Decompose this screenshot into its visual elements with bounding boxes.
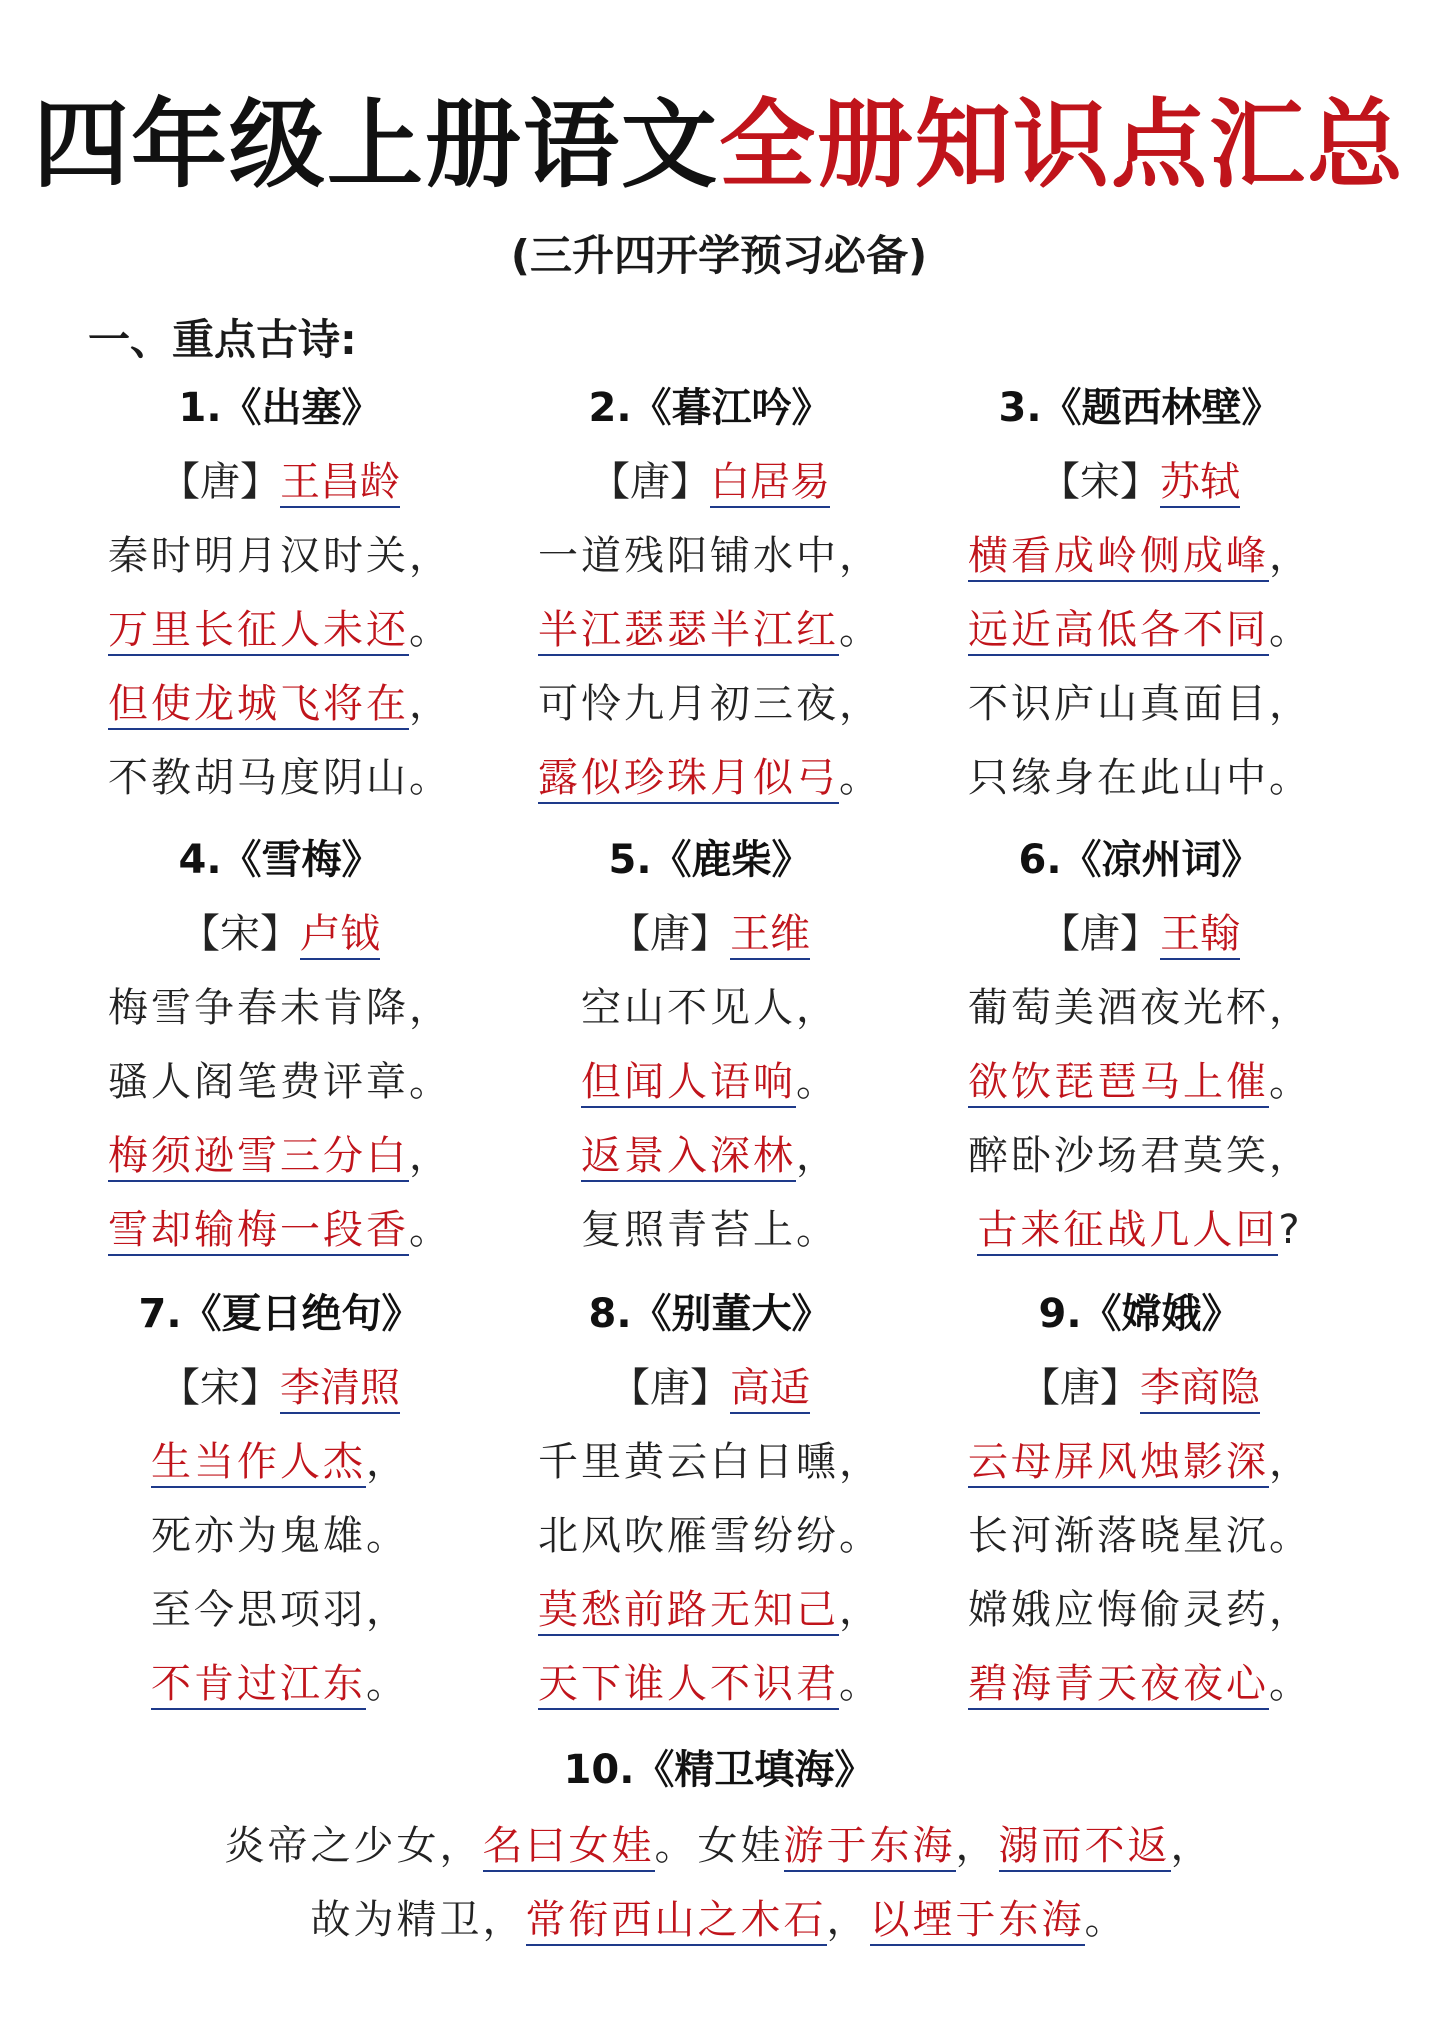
verse-text: 可怜九月初三夜	[538, 681, 839, 727]
highlighted-verse: 但使龙城飞将在	[108, 681, 409, 730]
poem-line	[500, 1130, 920, 1182]
highlighted-phrase: 以堙于东海	[870, 1897, 1085, 1946]
poem-author: 王维	[730, 911, 810, 960]
title-red-part: 全册知识点汇总	[719, 89, 1405, 201]
poem-author-line	[930, 456, 1350, 508]
verse-punctuation: ，	[839, 533, 882, 579]
poem-2	[500, 382, 920, 822]
highlighted-verse: 不肯过江东	[151, 1661, 366, 1710]
poem-author-line	[500, 456, 920, 508]
title-black-part: 四年级上册语文	[33, 89, 719, 201]
poem-line	[930, 530, 1350, 582]
poem-author: 王翰	[1160, 911, 1240, 960]
poem-line	[500, 1658, 920, 1710]
poem-line	[500, 678, 920, 730]
poem-author-line	[70, 456, 490, 508]
poem-line	[500, 752, 920, 804]
poem-line	[70, 752, 490, 804]
verse-text: 不教胡马度阴山	[108, 755, 409, 801]
poem-line	[500, 982, 920, 1034]
verse-punctuation: 。	[366, 1661, 409, 1707]
poem-line	[930, 752, 1350, 804]
verse-punctuation: ，	[796, 1133, 839, 1179]
verse-text: 葡萄美酒夜光杯	[968, 985, 1269, 1031]
prose-text: 。女娃	[654, 1823, 784, 1869]
verse-punctuation: 。	[796, 1207, 839, 1253]
poem-dynasty: 【唐】	[610, 1365, 730, 1411]
verse-text: 北风吹雁雪纷纷	[538, 1513, 839, 1559]
poem-10-line-2	[0, 1892, 1438, 1948]
verse-text: 千里黄云白日曛	[538, 1439, 839, 1485]
highlighted-verse: 万里长征人未还	[108, 607, 409, 656]
verse-punctuation: ，	[409, 533, 452, 579]
poem-1	[70, 382, 490, 822]
verse-punctuation: ，	[796, 985, 839, 1031]
poem-line	[930, 1658, 1350, 1710]
page-subtitle: (三升四开学预习必备)	[510, 231, 928, 280]
verse-text: 至今思项羽	[151, 1587, 366, 1633]
verse-punctuation: 。	[409, 1059, 452, 1105]
verse-punctuation: ，	[1269, 681, 1312, 727]
poem-dynasty: 【唐】	[590, 459, 710, 505]
prose-text: ，	[955, 1823, 999, 1869]
poem-line	[70, 1130, 490, 1182]
section-heading: 一、重点古诗:	[88, 315, 357, 364]
poem-author: 白居易	[710, 459, 830, 508]
verse-punctuation: 。	[839, 1661, 882, 1707]
highlighted-verse: 碧海青天夜夜心	[968, 1661, 1269, 1710]
page-title	[0, 90, 1438, 200]
poem-title: 1.《出塞》	[178, 385, 382, 431]
verse-text: 骚人阁笔费评章	[108, 1059, 409, 1105]
verse-punctuation: ，	[839, 1439, 882, 1485]
poem-line	[500, 1204, 920, 1256]
poem-author: 李商隐	[1140, 1365, 1260, 1414]
poem-line	[930, 1204, 1350, 1256]
poem-line	[930, 1130, 1350, 1182]
verse-text: 醉卧沙场君莫笑	[968, 1133, 1269, 1179]
highlighted-verse: 云母屏风烛影深	[968, 1439, 1269, 1488]
verse-punctuation: ，	[1269, 1587, 1312, 1633]
highlighted-verse: 欲饮琵琶马上催	[968, 1059, 1269, 1108]
highlighted-verse: 梅须逊雪三分白	[108, 1133, 409, 1182]
verse-punctuation: ，	[366, 1587, 409, 1633]
poem-dynasty: 【宋】	[1040, 459, 1160, 505]
verse-punctuation: ，	[409, 681, 452, 727]
verse-punctuation: ，	[839, 1587, 882, 1633]
verse-punctuation: 。	[839, 755, 882, 801]
highlighted-phrase: 名曰女娃	[483, 1823, 655, 1872]
poem-dynasty: 【唐】	[1040, 911, 1160, 957]
poem-dynasty: 【唐】	[160, 459, 280, 505]
verse-punctuation: 。	[1269, 755, 1312, 801]
highlighted-verse: 露似珍珠月似弓	[538, 755, 839, 804]
prose-text: ，	[1170, 1823, 1214, 1869]
poem-8	[500, 1288, 920, 1728]
poem-title: 9.《嫦娥》	[1038, 1291, 1242, 1337]
poem-5	[500, 834, 920, 1274]
verse-punctuation: ，	[1269, 1439, 1312, 1485]
poem-dynasty: 【唐】	[610, 911, 730, 957]
prose-text: ，	[826, 1897, 870, 1943]
prose-text: 。	[1084, 1897, 1128, 1943]
verse-punctuation: 。	[839, 1513, 882, 1559]
poem-line	[70, 1658, 490, 1710]
poem-author: 李清照	[280, 1365, 400, 1414]
verse-punctuation: ?	[1278, 1207, 1303, 1253]
verse-punctuation: 。	[1269, 1661, 1312, 1707]
highlighted-verse: 古来征战几人回	[977, 1207, 1278, 1256]
poem-author: 苏轼	[1160, 459, 1240, 508]
poem-line	[70, 1510, 490, 1562]
highlighted-verse: 莫愁前路无知己	[538, 1587, 839, 1636]
highlighted-phrase: 常衔西山之木石	[526, 1897, 827, 1946]
verse-punctuation: 。	[796, 1059, 839, 1105]
poem-author-line	[70, 1362, 490, 1414]
verse-punctuation: ，	[1269, 533, 1312, 579]
poem-title: 2.《暮江吟》	[588, 385, 832, 431]
poem-6	[930, 834, 1350, 1274]
poem-line	[500, 1436, 920, 1488]
poem-line	[70, 1584, 490, 1636]
poem-author: 王昌龄	[280, 459, 400, 508]
poem-title: 3.《题西林壁》	[998, 385, 1282, 431]
poem-line	[930, 604, 1350, 656]
highlighted-verse: 返景入深林	[581, 1133, 796, 1182]
poem-title: 8.《别董大》	[588, 1291, 832, 1337]
verse-punctuation: 。	[409, 1207, 452, 1253]
highlighted-phrase: 溺而不返	[999, 1823, 1171, 1872]
poem-title: 7.《夏日绝句》	[138, 1291, 422, 1337]
verse-punctuation: 。	[1269, 607, 1312, 653]
poem-line	[930, 1436, 1350, 1488]
prose-text: 炎帝之少女，	[224, 1823, 483, 1869]
poem-line	[70, 1204, 490, 1256]
highlighted-verse: 半江瑟瑟半江红	[538, 607, 839, 656]
poem-4	[70, 834, 490, 1274]
poem-9	[930, 1288, 1350, 1728]
verse-text: 梅雪争春未肯降	[108, 985, 409, 1031]
verse-punctuation: ，	[409, 1133, 452, 1179]
verse-text: 秦时明月汉时关	[108, 533, 409, 579]
poem-author-line	[70, 908, 490, 960]
poem-line	[70, 1436, 490, 1488]
verse-punctuation: ，	[1269, 1133, 1312, 1179]
poem-7	[70, 1288, 490, 1728]
poem-dynasty: 【宋】	[160, 1365, 280, 1411]
verse-text: 不识庐山真面目	[968, 681, 1269, 727]
poem-line	[70, 530, 490, 582]
verse-punctuation: 。	[366, 1513, 409, 1559]
poem-dynasty: 【唐】	[1020, 1365, 1140, 1411]
poem-line	[930, 1584, 1350, 1636]
verse-punctuation: ，	[409, 985, 452, 1031]
poem-line	[70, 982, 490, 1034]
poem-line	[500, 1056, 920, 1108]
poem-line	[500, 530, 920, 582]
highlighted-verse: 横看成岭侧成峰	[968, 533, 1269, 582]
highlighted-verse: 雪却输梅一段香	[108, 1207, 409, 1256]
poem-line	[500, 604, 920, 656]
verse-punctuation: ，	[1269, 985, 1312, 1031]
poem-line	[930, 982, 1350, 1034]
poem-line	[930, 1056, 1350, 1108]
poem-author-line	[500, 908, 920, 960]
poem-3	[930, 382, 1350, 822]
verse-punctuation: 。	[409, 607, 452, 653]
verse-text: 一道残阳铺水中	[538, 533, 839, 579]
poem-dynasty: 【宋】	[180, 911, 300, 957]
verse-text: 只缘身在此山中	[968, 755, 1269, 801]
poem-title: 4.《雪梅》	[178, 837, 382, 883]
verse-punctuation: 。	[1269, 1059, 1312, 1105]
poem-line	[500, 1584, 920, 1636]
poem-line	[500, 1510, 920, 1562]
verse-punctuation: ，	[366, 1439, 409, 1485]
highlighted-phrase: 游于东海	[784, 1823, 956, 1872]
verse-text: 死亦为鬼雄	[151, 1513, 366, 1559]
poem-10-title: 10.《精卫填海》	[563, 1747, 875, 1793]
verse-text: 长河渐落晓星沉	[968, 1513, 1269, 1559]
poem-author: 高适	[730, 1365, 810, 1414]
verse-text: 空山不见人	[581, 985, 796, 1031]
verse-punctuation: 。	[839, 607, 882, 653]
highlighted-verse: 但闻人语响	[581, 1059, 796, 1108]
verse-text: 嫦娥应悔偷灵药	[968, 1587, 1269, 1633]
poem-line	[930, 1510, 1350, 1562]
poem-author-line	[500, 1362, 920, 1414]
poem-10-line-1	[0, 1818, 1438, 1874]
highlighted-verse: 生当作人杰	[151, 1439, 366, 1488]
highlighted-verse: 远近高低各不同	[968, 607, 1269, 656]
poem-author: 卢钺	[300, 911, 380, 960]
prose-text: 故为精卫，	[310, 1897, 526, 1943]
verse-punctuation: 。	[409, 755, 452, 801]
verse-text: 复照青苔上	[581, 1207, 796, 1253]
poem-line	[70, 604, 490, 656]
verse-punctuation: ，	[839, 681, 882, 727]
highlighted-verse: 天下谁人不识君	[538, 1661, 839, 1710]
poem-author-line	[930, 1362, 1350, 1414]
poem-title: 6.《凉州词》	[1018, 837, 1262, 883]
poem-line	[70, 1056, 490, 1108]
poem-title: 5.《鹿柴》	[608, 837, 812, 883]
verse-punctuation: 。	[1269, 1513, 1312, 1559]
poem-line	[70, 678, 490, 730]
poem-author-line	[930, 908, 1350, 960]
poem-line	[930, 678, 1350, 730]
